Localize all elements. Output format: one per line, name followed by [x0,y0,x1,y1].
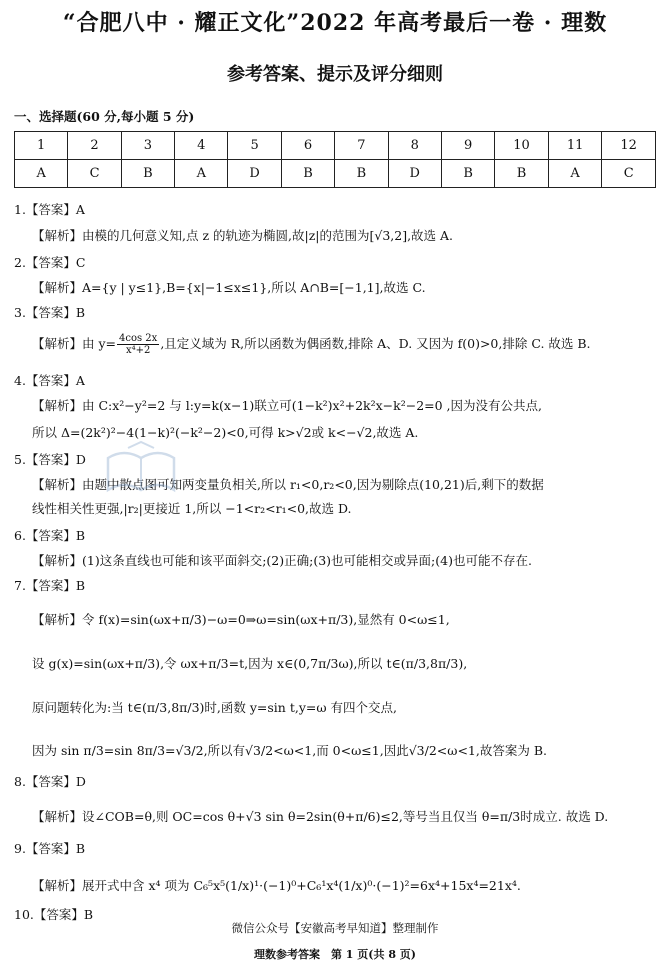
answer-cell: B [121,160,174,188]
answer-cell: B [495,160,549,188]
explanation-line: 【解析】展开式中含 x⁴ 项为 C₆⁵x⁵(1/x)¹·(−1)⁰+C₆¹x⁴(1/x)⁰·(−1)²=6x⁴+15x⁴=21x⁴. [32,878,521,893]
answer-line: 9.【答案】B [14,841,86,856]
explanation-line [32,333,660,356]
explanation-line: 原问题转化为:当 t∈(π/3,8π/3)时,函数 y=sin t,y=ω 有四个交点, [32,700,397,715]
explanation-line: 所以 Δ=(2k²)²−4(1−k)²(−k²−2)<0,可得 k>√2或 k<−√2,故选 A. [32,425,419,440]
answer-cell: D [228,160,281,188]
answer-row [15,160,656,188]
answer-line: 1.【答案】A [14,202,85,217]
question-number-cell: 6 [281,132,334,160]
answer-line: 5.【答案】D [14,452,86,467]
fraction-denominator: x⁴+2 [125,345,151,356]
answer-cell: D [388,160,441,188]
explanation-line: 【解析】令 f(x)=sin(ωx+π/3)−ω=0⇒ω=sin(ωx+π/3),显然有 0<ω≤1, [32,612,450,627]
footer-source: 微信公众号【安徽高考早知道】整理制作 [231,921,439,935]
fraction [117,333,159,356]
question-number-cell: 11 [548,132,602,160]
footer-page-number: 理数参考答案 第 1 页(共 8 页) [253,948,417,961]
question-number-cell: 4 [175,132,228,160]
explanation-line: 【解析】A={y | y≤1},B={x|−1≤x≤1},所以 A∩B=[−1,1],故选 C. [32,280,426,295]
explanation-line: 因为 sin π/3=sin 8π/3=√3/2,所以有√3/2<ω<1,而 0<ω≤1,因此√3/2<ω<1,故答案为 B. [32,743,547,758]
document-title: “合肥八中 · 耀正文化”2022 年高考最后一卷 · 理数 [62,10,608,36]
answer-cell: B [335,160,388,188]
answer-cell: B [441,160,494,188]
answer-cell: A [15,160,68,188]
answer-cell: A [175,160,228,188]
question-number-cell: 1 [15,132,68,160]
answer-cell: C [68,160,121,188]
explanation-text: 【解析】由 y= [32,336,117,351]
answer-line: 6.【答案】B [14,528,86,543]
explanation-line: 【解析】设∠COB=θ,则 OC=cos θ+√3 sin θ=2sin(θ+π/6)≤2,等号当且仅当 θ=π/3时成立. 故选 D. [32,809,609,824]
explanation-line: 【解析】(1)这条直线也可能和该平面斜交;(2)正确;(3)也可能相交或异面;(4)也可能不存在. [32,553,532,568]
question-number-cell: 3 [121,132,174,160]
document-subtitle: 参考答案、提示及评分细则 [227,64,443,85]
explanation-text: ,且定义域为 R,所以函数为偶函数,排除 A、D. 又因为 f(0)>0,排除 C. 故选 B. [160,336,591,351]
question-number-cell: 2 [68,132,121,160]
answer-line: 7.【答案】B [14,578,86,593]
answer-cell: B [281,160,334,188]
answer-line: 3.【答案】B [14,305,86,320]
question-number-row [15,132,656,160]
answer-cell: C [602,160,656,188]
question-number-cell: 5 [228,132,281,160]
explanation-line: 【解析】由 C:x²−y²=2 与 l:y=k(x−1)联立可(1−k²)x²+2k²x−k²−2=0 ,因为没有公共点, [32,398,542,413]
answer-cell: A [548,160,602,188]
fraction-numerator: 4cos 2x [119,333,158,344]
question-number-cell: 12 [602,132,656,160]
question-number-cell: 9 [441,132,494,160]
explanation-line: 线性相关性更强,|r₂|更接近 1,所以 −1<r₂<r₁<0,故选 D. [32,501,352,516]
explanation-line: 【解析】由模的几何意义知,点 z 的轨迹为椭圆,故|z|的范围为[√3,2],故选 A. [32,228,454,243]
question-number-cell: 10 [495,132,549,160]
explanation-line: 【解析】由题中散点图可知两变量负相关,所以 r₁<0,r₂<0,因为剔除点(10,21)后,剩下的数据 [32,477,544,492]
section-heading: 一、选择题(60 分,每小题 5 分) [14,109,195,124]
answer-line: 10.【答案】B [14,907,94,922]
book-watermark-icon [102,438,180,502]
explanation-line: 设 g(x)=sin(ωx+π/3),令 ωx+π/3=t,因为 x∈(0,7π/3ω),所以 t∈(π/3,8π/3), [32,656,468,671]
answer-line: 8.【答案】D [14,774,86,789]
answer-line: 2.【答案】C [14,255,86,270]
answer-table [14,131,656,188]
answer-line: 4.【答案】A [14,373,85,388]
question-number-cell: 8 [388,132,441,160]
question-number-cell: 7 [335,132,388,160]
